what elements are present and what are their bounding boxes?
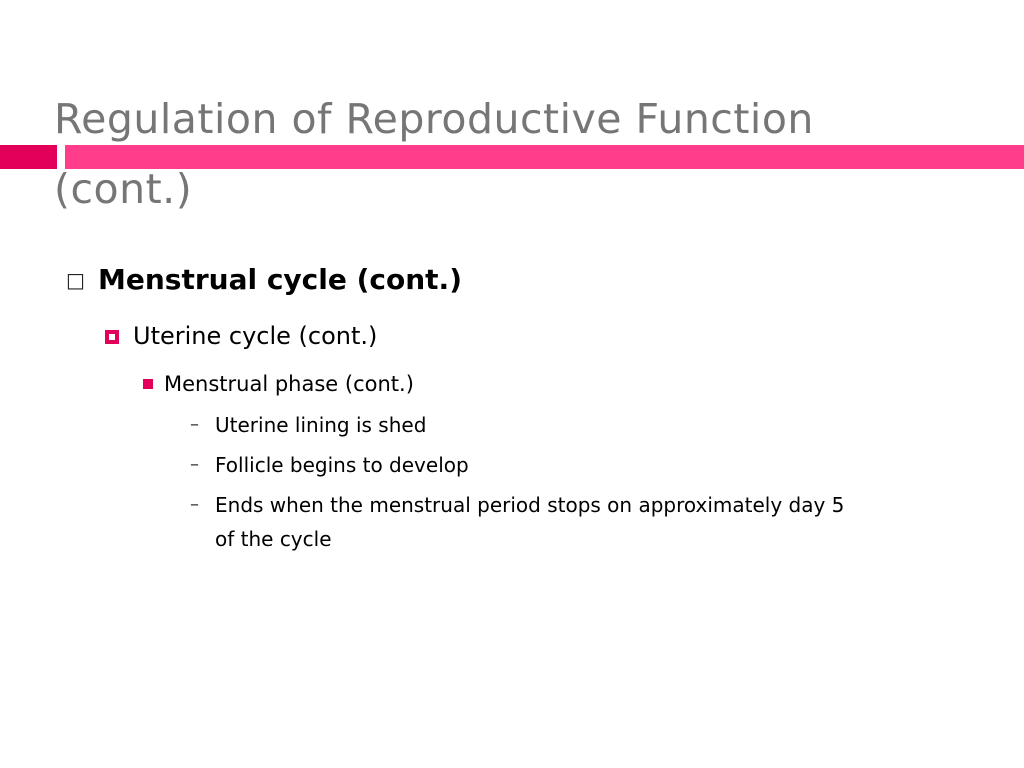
bullet-level4 [190, 488, 870, 556]
bullet-level4-text: Uterine lining is shed [215, 413, 427, 437]
slide-title: Regulation of Reproductive Function (cont.) [54, 95, 814, 213]
dash-bullet-icon: – [190, 494, 199, 515]
dash-bullet-icon: – [190, 454, 199, 475]
filled-square-bullet-icon [142, 366, 164, 402]
bullet-level4-text: Ends when the menstrual period stops on approximately day 5 of the cycle [215, 493, 845, 551]
bullet-level3-text: Menstrual phase (cont.) [164, 372, 414, 396]
bullet-level4 [190, 408, 870, 442]
bullet-level4 [190, 448, 870, 482]
bullet-level4-text: Follicle begins to develop [215, 453, 469, 477]
hollow-square-bullet-icon: □ [66, 268, 85, 292]
bullet-level1-text: Menstrual cycle (cont.) [98, 263, 462, 296]
bullet-level2-text: Uterine cycle (cont.) [133, 322, 378, 350]
framed-square-bullet-icon [104, 316, 133, 356]
bullet-level2 [104, 316, 964, 356]
dash-bullet-icon: – [190, 414, 199, 435]
bullet-level1 [66, 258, 966, 302]
bullet-level3 [142, 366, 962, 402]
